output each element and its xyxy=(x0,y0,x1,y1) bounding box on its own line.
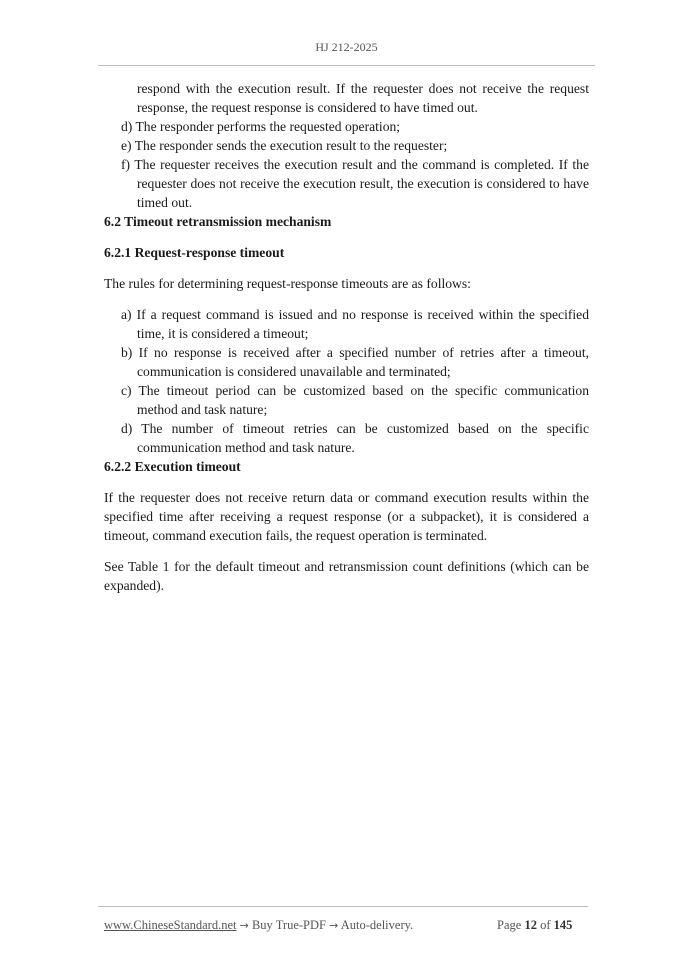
document-body xyxy=(104,79,589,607)
list-item-c-continuation: respond with the execution result. If the requester does not receive the request response, the request response is considered to have timed out. xyxy=(137,81,589,115)
page-current: 12 xyxy=(524,918,537,932)
arrow-right-icon: → xyxy=(239,919,249,932)
header-divider xyxy=(98,65,595,66)
section-heading-6-2-1: 6.2.1 Request-response timeout xyxy=(104,245,285,260)
rule-item-a: a) If a request command is issued and no response is received within the specified time, it is considered a timeout; xyxy=(121,307,589,341)
list-item-d: d) The responder performs the requested operation; xyxy=(121,119,401,134)
section-heading-6-2-2: 6.2.2 Execution timeout xyxy=(104,459,241,474)
paragraph-table-reference: See Table 1 for the default timeout and retransmission count definitions (which can be expanded). xyxy=(104,559,589,593)
arrow-right-icon: → xyxy=(329,919,339,932)
list-item-f: f) The requester receives the execution result and the command is completed. If the requester does not receive the execution result, the execution is considered to have timed out. xyxy=(121,157,589,210)
page-label: Page xyxy=(497,918,522,932)
rule-item-d: d) The number of timeout retries can be customized based on the specific communication method and task nature. xyxy=(121,421,589,455)
page-of: of xyxy=(540,918,551,932)
buy-pdf-link[interactable]: Buy True-PDF xyxy=(251,918,326,932)
section-heading-6-2: 6.2 Timeout retransmission mechanism xyxy=(104,214,332,229)
footer-links xyxy=(104,918,413,933)
page-number xyxy=(497,918,572,933)
site-link[interactable]: www.ChineseStandard.net xyxy=(104,918,237,932)
rule-item-c: c) The timeout period can be customized based on the specific communication method and task nature; xyxy=(121,383,589,417)
rule-item-b: b) If no response is received after a specified number of retries after a timeout, communication is considered unavailable and terminated; xyxy=(121,345,589,379)
footer-divider xyxy=(98,906,588,907)
paragraph-execution-timeout: If the requester does not receive return data or command execution results within the specified time after receiving a request response (or a subpacket), it is considered a timeout, command execution fails, the request operation is terminated. xyxy=(104,490,589,543)
page-header: HJ 212-2025 xyxy=(315,40,378,54)
auto-delivery-text: Auto-delivery. xyxy=(340,918,414,932)
paragraph-rules-intro: The rules for determining request-response timeouts are as follows: xyxy=(104,276,471,291)
list-item-e: e) The responder sends the execution result to the requester; xyxy=(121,138,448,153)
page-total: 145 xyxy=(553,918,573,932)
